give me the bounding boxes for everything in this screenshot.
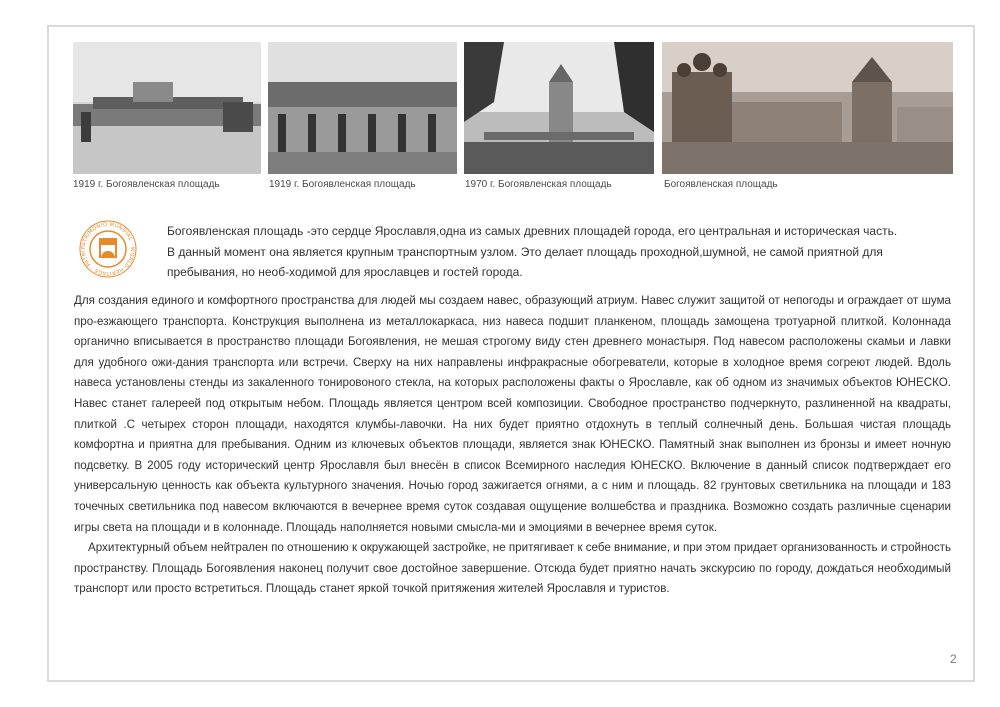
- body-paragraph-1: Для создания единого и комфортного пространства для людей мы создаем навес, образующий атриум. Навес служит защитой от непогоды и ограждает от шума про-езжающего транспорта. Конструкция выполнена из металлокаркаса, низ навеса подшит планкеном, площадь замощена тротуарной плиткой. Колоннада органично вписывается в пространство площади Богоявления, не мешая строгому виду стен древнего монастыря. Под навесом расположены скамьи и лавки для удобного ожи-дания транспорта или встречи. Сверху на них направлены инфракрасные обогреватели, которые в холодное время согреют людей. Вдоль навеса установлены стенды из закаленного тонировоного стекла, на которых расположены факты о Ярославле, как об одном из значимых объектов ЮНЕСКО. Навес станет галереей под открытым небом. Площадь является центром всей композиции. Свободное пространство подчеркнуто, разлиненной на квадраты, плиткой .С четырех сторон площади, находятся клумбы-лавочки. На них будет приятно отдохнуть в теплый солнечный день. Большая чистая площадь комфортна и приятна для пребывания. Одним из ключевых объектов площади, является знак ЮНЕСКО. Памятный знак выполнен из бронзы и имеет ночную подсветку. В 2005 году исторический центр Ярославля был внесён в список Всемирного наследия ЮНЕСКО. Включение в данный список подтверждает его универсальную ценность как объекта культурного значения. Ночью город зажигается огнями, а с ним и площадь. 82 грунтовых светильника на площади и 183 точечных светильника под навесом включаются в вечернее время суток создавая ощущение волшебства и праздника. Возможно создать различные сценарии игры света на площади и в колоннаде. Площадь наполняется новыми смысла-ми и эмоциями в вечернее время суток.: [74, 294, 951, 534]
- intro-text: [167, 221, 957, 283]
- gostiny-dvor-photo: [268, 42, 457, 174]
- church-square-photo: [662, 42, 953, 174]
- photo-caption: 1970 г. Богоявленская площадь: [465, 179, 612, 190]
- intro-line-2: В данный момент она является крупным транспортным узлом. Это делает площадь проходной,шумной, не самой приятной для пребывания, но необ-ходимой для ярославцев и гостей города.: [167, 244, 883, 279]
- photo-caption: Богоявленская площадь: [664, 179, 778, 190]
- photo-caption: 1919 г. Богоявленская площадь: [73, 179, 220, 190]
- svg-text:PATRIMONIO MUNDIAL · WORLD HER: PATRIMONIO MUNDIAL · WORLD HERITAGE · PATRI: [80, 221, 136, 277]
- photo-caption: 1919 г. Богоявленская площадь: [269, 179, 416, 190]
- park-tower-photo: [464, 42, 654, 174]
- unesco-world-heritage-logo: [79, 220, 137, 278]
- body-text: [74, 291, 951, 600]
- body-paragraph-2: Архитектурный объем нейтрален по отношению к окружающей застройке, не притягивает к себе внимание, и при этом придает организованность и стройность пространству. Площадь Богоявления наконец получит свое достойное завершение. Отсюда будет приятно начать экскурсию по городу, дождаться необходимый транспорт или просто встретиться. Площадь станет яркой точкой притяжения жителей Ярославля и туристов.: [74, 541, 951, 596]
- intro-line-1: Богоявленская площадь -это сердце Ярославля,одна из самых древних площадей города, его центральная и историческая часть.: [167, 224, 898, 238]
- page-number: 2: [950, 652, 957, 666]
- historic-square-photo: [73, 42, 261, 174]
